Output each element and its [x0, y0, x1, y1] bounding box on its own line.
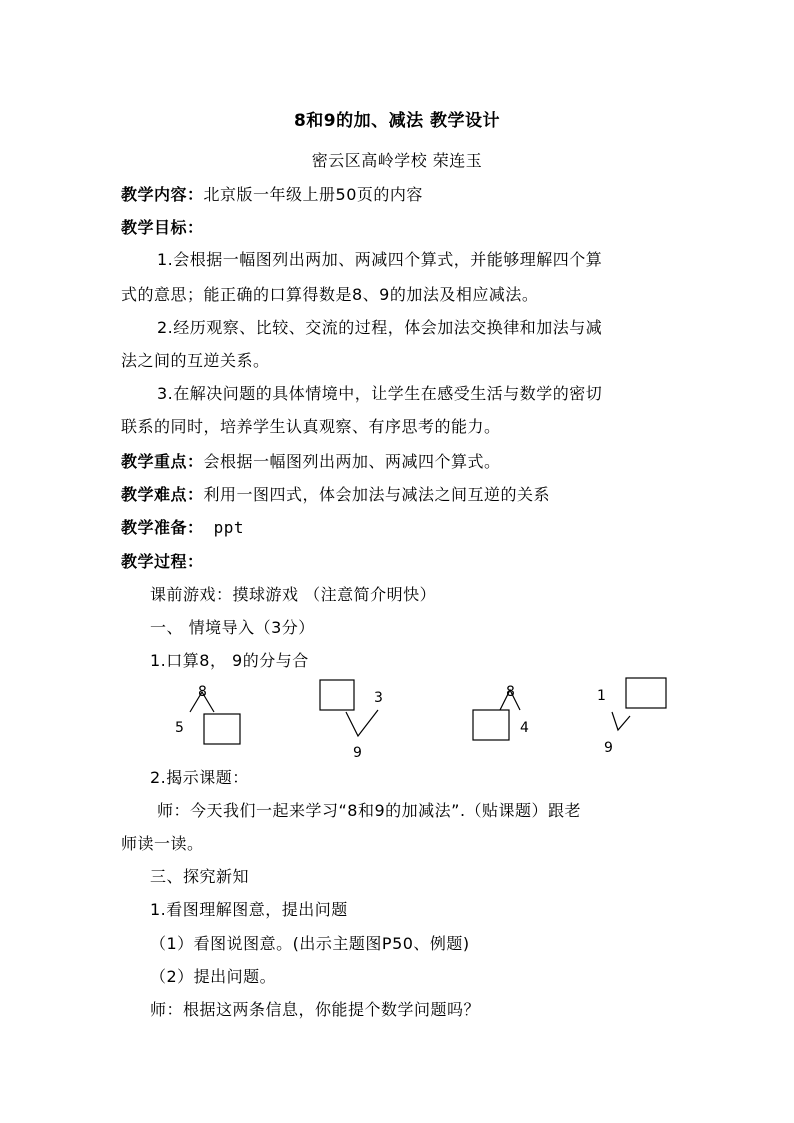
key-point-label: 教学重点： [121, 452, 204, 471]
step-1-line: 1.看图理解图意，提出问题 [150, 900, 348, 919]
bond-2-part: 3 [374, 690, 383, 706]
warmup-line: 课前游戏：摸球游戏 （注意简介明快） [150, 585, 437, 604]
bond-diagram-1 [175, 684, 240, 744]
key-point-line [121, 449, 501, 472]
bond-3-blank-box [473, 710, 509, 740]
teacher-line-1b: 师读一读。 [121, 834, 204, 853]
prep-label: 教学准备： [121, 518, 204, 537]
goal-3-line-b: 联系的同时，培养学生认真观察、有序思考的能力。 [121, 417, 501, 436]
author-line: 密云区高岭学校 荣连玉 [311, 151, 483, 170]
bond-diagram-3 [473, 684, 529, 740]
item-1-line: 1.口算8， 9的分与合 [150, 651, 309, 670]
content-text: 北京版一年级上册50页的内容 [203, 185, 423, 204]
difficulty-label: 教学难点： [121, 485, 204, 504]
bond-4-blank-box [626, 678, 666, 708]
goal-3-line-a: 3.在解决问题的具体情境中，让学生在感受生活与数学的密切 [157, 384, 603, 403]
bond-3-part: 4 [520, 720, 529, 736]
prep-line [121, 515, 244, 538]
goal-2-line-b: 法之间的互逆关系。 [121, 351, 270, 370]
document-title: 8和9的加、减法 教学设计 [293, 111, 501, 131]
bond-2-branch [346, 710, 378, 736]
bond-1-blank-box [204, 714, 240, 744]
key-point-text: 会根据一幅图列出两加、两减四个算式。 [203, 452, 501, 471]
bond-4-part: 1 [597, 688, 606, 704]
teacher-line-1a: 师：今天我们一起来学习“8和9的加减法”.（贴课题）跟老 [157, 801, 582, 820]
goal-2-line-a: 2.经历观察、比较、交流的过程，体会加法交换律和加法与减 [157, 318, 603, 337]
bond-2-whole: 9 [353, 745, 362, 761]
number-bond-diagrams [160, 674, 680, 764]
process-heading: 教学过程： [121, 552, 204, 571]
section-3-heading: 三、探究新知 [150, 867, 250, 886]
bond-3-whole: 8 [506, 684, 515, 700]
bond-diagram-2 [320, 680, 383, 761]
bond-diagram-4 [597, 678, 666, 756]
bond-1-whole: 8 [198, 684, 207, 700]
goal-1-line-a: 1.会根据一幅图列出两加、两减四个算式，并能够理解四个算 [157, 250, 603, 269]
difficulty-text: 利用一图四式，体会加法与减法之间互逆的关系 [203, 485, 551, 504]
step-1-2-line: （2）提出问题。 [150, 967, 277, 986]
prep-text: ppt [203, 518, 245, 537]
bond-4-branch [612, 712, 630, 730]
difficulty-line [121, 482, 550, 505]
goals-heading: 教学目标： [121, 218, 204, 237]
step-1-1-line: （1）看图说图意。(出示主题图P50、例题) [150, 934, 470, 953]
bond-4-whole: 9 [604, 740, 613, 756]
content-label: 教学内容： [121, 185, 204, 204]
bond-1-part: 5 [175, 720, 184, 736]
goal-1-line-b: 式的意思；能正确的口算得数是8、9的加法及相应减法。 [121, 285, 539, 304]
section-1-heading: 一、 情境导入（3分） [150, 618, 315, 637]
bond-2-blank-box [320, 680, 354, 710]
teacher-line-2: 师：根据这两条信息，你能提个数学问题吗？ [150, 1000, 481, 1019]
content-line [121, 182, 423, 205]
item-2-line: 2.揭示课题： [150, 768, 249, 787]
